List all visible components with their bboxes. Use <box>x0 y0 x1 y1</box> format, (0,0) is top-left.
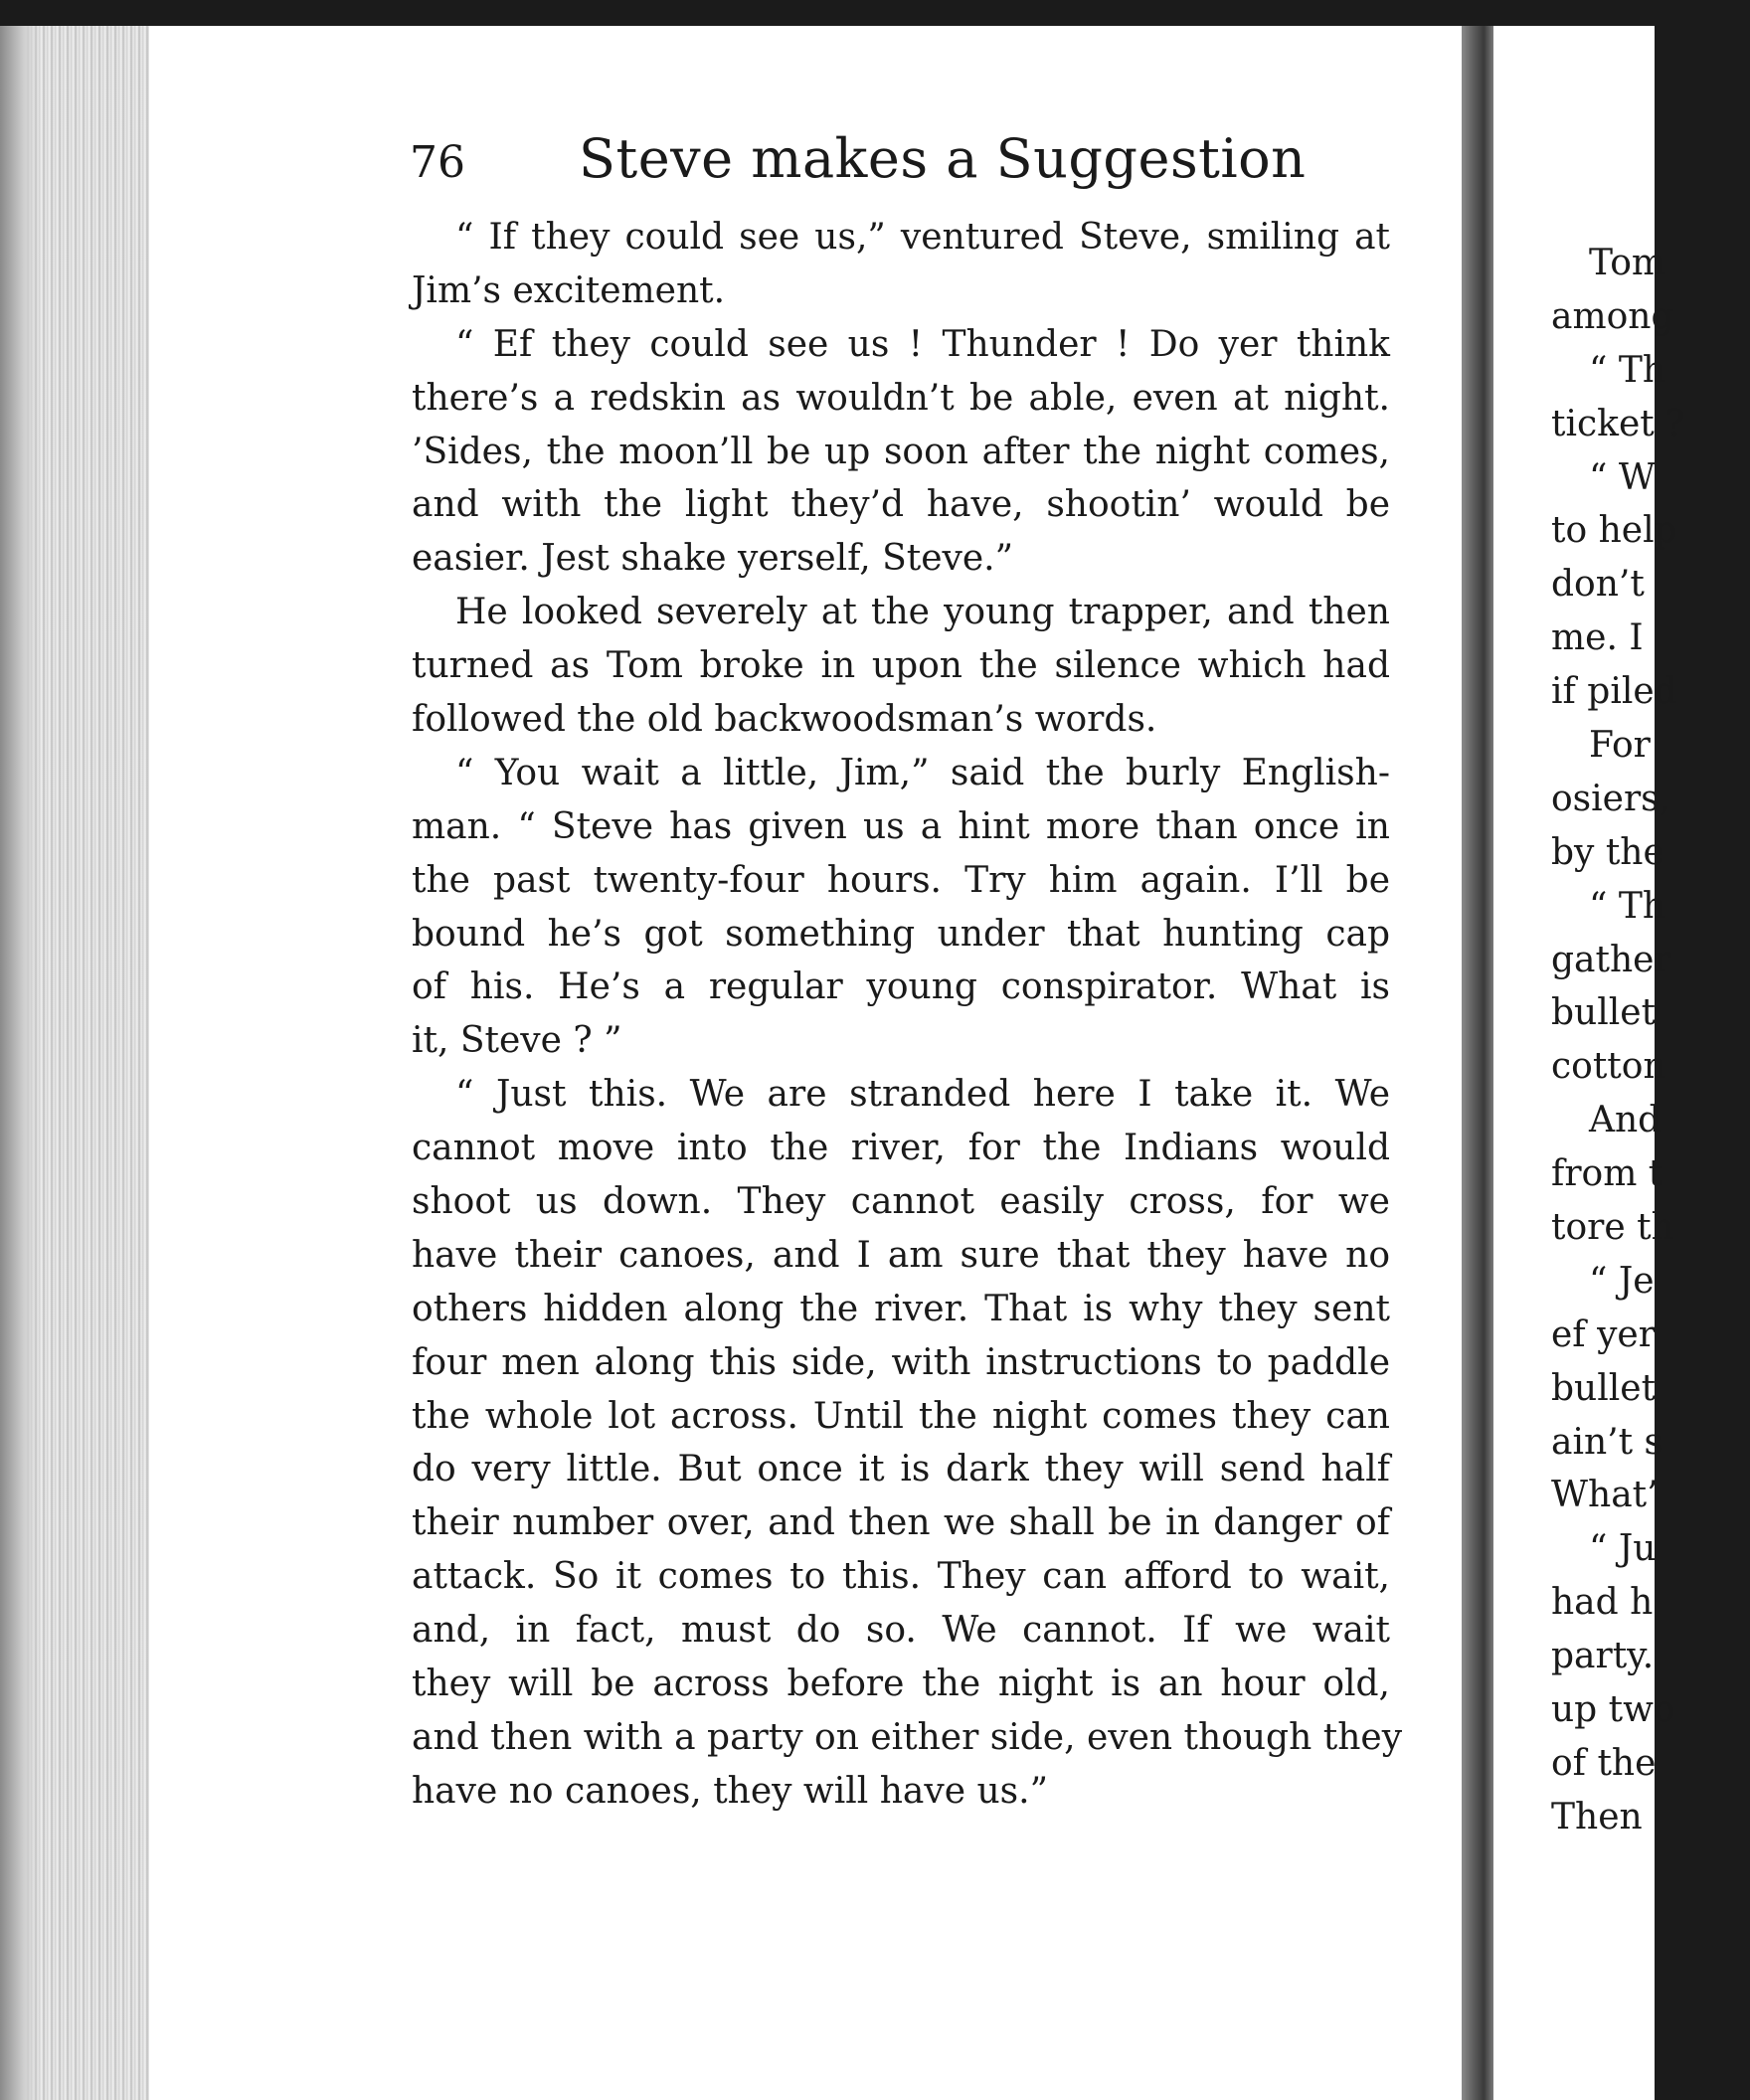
right-page-line-fragment: “ Ju <box>1589 1528 1657 1570</box>
text-line: and with the light they’d have, shootin’ would be <box>412 484 1390 526</box>
text-line: four men along this side, with instructions to paddle <box>412 1341 1390 1383</box>
text-line: of his. He’s a regular young conspirator. What is <box>412 966 1390 1008</box>
text-line: it, Steve ? ” <box>412 1020 622 1062</box>
text-line: they will be across before the night is an hour old, <box>412 1663 1390 1705</box>
text-line: bound he’s got something under that hunting cap <box>412 913 1390 955</box>
right-page-line-fragment: of the <box>1551 1742 1657 1784</box>
text-line: do very little. But once it is dark they will send half <box>412 1449 1390 1490</box>
right-page-line-fragment: if piled <box>1551 671 1677 713</box>
right-page-line-fragment: ain’t s <box>1551 1421 1662 1463</box>
text-line: followed the old backwoodsman’s words. <box>412 699 1157 741</box>
right-page-line-fragment: “ Th <box>1589 885 1666 927</box>
right-page-line-fragment: cotton <box>1551 1046 1666 1088</box>
text-line: “ Ef they could see us ! Thunder ! Do yer think <box>455 323 1390 365</box>
right-page <box>1493 26 1685 2100</box>
right-page-line-fragment: up two <box>1551 1689 1675 1731</box>
text-line: man. “ Steve has given us a hint more than once in <box>412 805 1390 847</box>
book-gutter <box>1462 26 1493 2100</box>
right-page-line-fragment: by the <box>1551 831 1664 873</box>
text-line: and then with a party on either side, even though they <box>412 1716 1403 1758</box>
text-line: there’s a redskin as wouldn’t be able, even at night. <box>412 377 1390 419</box>
right-page-line-fragment: “ W <box>1589 456 1656 498</box>
right-page-line-fragment: don’t <box>1551 564 1645 606</box>
right-page-line-fragment: “ Th <box>1589 349 1666 391</box>
text-line: the whole lot across. Until the night comes they can <box>412 1395 1390 1437</box>
right-page-line-fragment: from t <box>1551 1153 1663 1195</box>
text-line: shoot us down. They cannot easily cross, for we <box>412 1181 1390 1223</box>
text-line: turned as Tom broke in upon the silence which had <box>412 645 1390 687</box>
text-line: attack. So it comes to this. They can afford to wait, <box>412 1556 1390 1598</box>
right-page-line-fragment: had h <box>1551 1582 1654 1624</box>
text-line: “ Just this. We are stranded here I take it. We <box>455 1074 1390 1116</box>
text-line: He looked severely at the young trapper, and then <box>455 592 1390 633</box>
text-line: have their canoes, and I am sure that they have no <box>412 1234 1390 1276</box>
text-line: easier. Jest shake yerself, Steve.” <box>412 538 1014 580</box>
text-line: ’Sides, the moon’ll be up soon after the night comes, <box>412 431 1390 472</box>
text-line: have no canoes, they will have us.” <box>412 1770 1048 1812</box>
text-line: others hidden along the river. That is why they sent <box>412 1288 1390 1329</box>
text-line: their number over, and then we shall be in danger of <box>412 1502 1390 1544</box>
right-page-line-fragment: For <box>1589 725 1651 767</box>
right-page-line-fragment: osiers, <box>1551 778 1671 819</box>
right-page-line-fragment: bullet <box>1551 1367 1657 1409</box>
right-page-line-fragment: tore th <box>1551 1207 1674 1249</box>
right-page-text <box>1551 237 1750 1844</box>
right-page-line-fragment: ef yer <box>1551 1313 1656 1355</box>
text-line: Jim’s excitement. <box>412 269 726 311</box>
page-edges <box>0 26 149 2100</box>
right-page-line-fragment: among <box>1551 295 1674 337</box>
right-page-line-fragment: to help <box>1551 510 1677 552</box>
right-page-line-fragment: What’ <box>1551 1475 1659 1516</box>
right-page-line-fragment: me. I <box>1551 617 1644 659</box>
page-edge-shadow <box>0 26 40 2100</box>
right-page-line-fragment: party. <box>1551 1636 1655 1677</box>
body-text <box>412 211 1403 1819</box>
right-page-line-fragment: Tom <box>1589 243 1666 283</box>
text-line: the past twenty-four hours. Try him again. I’ll be <box>412 859 1390 901</box>
chapter-title: Steve makes a Suggestion <box>579 127 1307 190</box>
text-line: cannot move into the river, for the Indians would <box>412 1128 1390 1169</box>
right-page-line-fragment: gather <box>1551 939 1671 980</box>
page-number: 76 <box>410 137 465 188</box>
right-page-line-fragment: bullet <box>1551 992 1657 1034</box>
right-page-line-fragment: ticket ? <box>1551 403 1685 444</box>
text-line: “ If they could see us,” ventured Steve, smiling at <box>455 217 1390 258</box>
text-line: and, in fact, must do so. We cannot. If we wait <box>412 1610 1390 1652</box>
right-page-line-fragment: “ Je <box>1589 1260 1655 1302</box>
right-page-line-fragment: And <box>1589 1100 1662 1141</box>
text-line: “ You wait a little, Jim,” said the burly English- <box>455 752 1390 793</box>
right-page-line-fragment: Then <box>1551 1796 1643 1838</box>
